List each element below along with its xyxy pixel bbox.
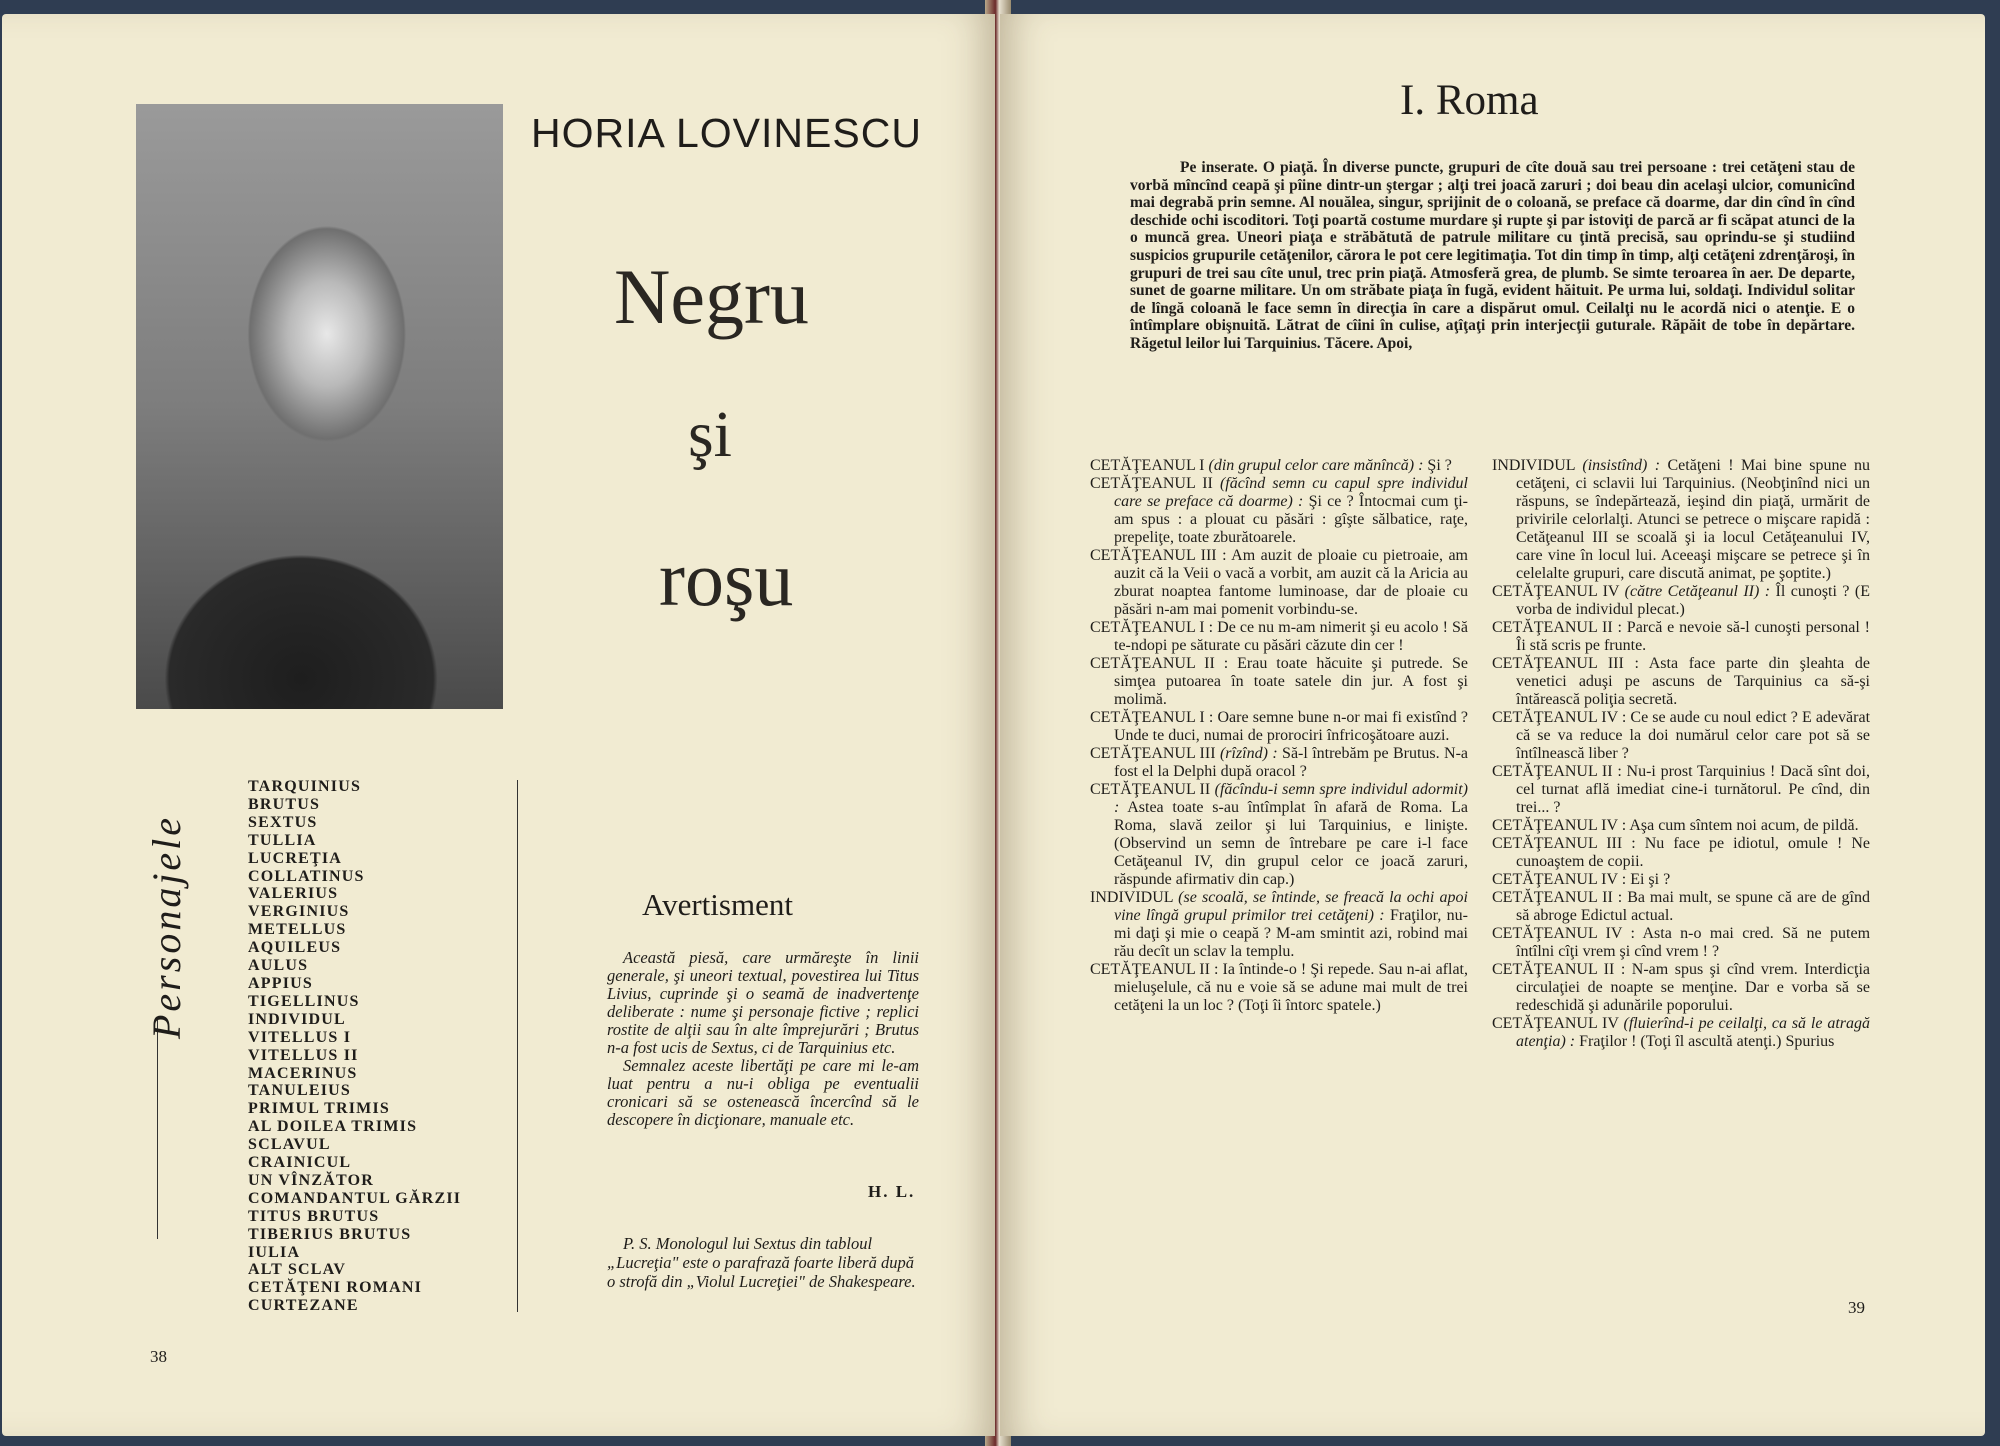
dialogue-column-2 [1492, 457, 1870, 1051]
page-number-left: 38 [150, 1347, 167, 1366]
dialogue-text: Şi ce ? Întocmai cum ţi-am spus : a plouat cu păsări : gîşte sălbatice, raţe, prepeliţe, toate zburătoarele. [1114, 493, 1469, 546]
dialogue-text: N-am spus şi cînd vrem. Interdicţia circulaţiei de noapte se menţine. Dar e vorba să se redeschidă şi adunările poporului. [1516, 961, 1871, 1014]
page-number-right: 39 [1848, 1298, 1865, 1317]
dialogue-line [1090, 889, 1468, 961]
dialogue-line [1492, 835, 1870, 871]
dialogue-line [1492, 889, 1870, 925]
dialogue-line [1492, 655, 1870, 709]
warning-paragraph: Semnalez aceste libertăţi pe care mi le-am luat pentru a nu-i obliga pe eventualii cronicari să se ostenească încercînd să le descopere în dicţionare, manuale etc. [607, 1056, 919, 1129]
speaker-name: CETĂŢEANUL II [1090, 781, 1211, 798]
dialogue-line [1492, 583, 1870, 619]
speaker-name: CETĂŢEANUL II : [1090, 655, 1229, 672]
stage-directions [1130, 159, 1855, 353]
dialogue-line [1492, 619, 1870, 655]
speaker-name: CETĂŢEANUL IV : [1492, 817, 1627, 834]
speaker-name: CETĂŢEANUL III : [1492, 655, 1639, 672]
cast-member: AQUILEUS [248, 939, 342, 957]
dialogue-text: Cetăţeni ! Mai bine spune nu cetăţeni, ci sclavii lui Tarquinius. (Neobţinînd nici un răspuns, se îndepărtează, ieşind din piaţă, urmărit de privirile celorlalţi. Atunci se petrece o mişcare rapidă : Cetăţeanul III se scoală şi ia locul Cetăţeanului IV, care vine în locul lui. Aceeaşi mişcare se petrece şi în celelalte grupuri, care discută animat, pe şoptite.) [1516, 457, 1871, 582]
stage-directions-text: Pe inserate. O piaţă. În diverse puncte, grupuri de cîte două sau trei persoane : trei cetăţeni stau de vorbă mîncînd ceapă şi pîine dintr-un ştergar ; alţi trei joacă zaruri ; doi beau din acelaşi ulcior, comunicînd mai degrabă prin semne. Al nouălea, singur, sprijinit de o coloană, se preface că doarme, dar din cînd în cînd deschide ochi iscoditori. Toţi poartă costume murdare şi rupte şi par istoviţi de parcă ar fi scăpat atunci de la o muncă grea. Uneori piaţa e străbătută de patrule militare cu ţintă precisă, sau oprindu-se şi studiind suspicios grupurile cetăţenilor, cărora le pot cere legitimaţia. Tot din timp în timp, alţi cetăţeni zdrenţăroşi, în grupuri de trei sau cîte unul, trec prin piaţă. Atmosferă grea, de plumb. Se simte teroarea în aer. De departe, sunet de goarne militare. Un om străbate piaţa în fugă, evident hăituit. Pe urma lui, soldaţi. Individul solitar de lîngă coloană le face semn în direcţia în care a dispărut omul. Ceilalţi nu le acordă nici o atenţie. E o întîmplare obişnuită. Lătrat de cîini în culise, aţîţaţi prin interjecţii guturale. Răpăit de tobe în depărtare. Răgetul leilor lui Tarquinius. Tăcere. Apoi, [1130, 159, 1855, 352]
title-line-1: Negru [614, 253, 809, 340]
speaker-name: CETĂŢEANUL II : [1492, 763, 1622, 780]
dialogue-text: Nu-i prost Tarquinius ! Dacă sînt doi, cel turnat află imediat cine-i turnătorul. Pe cînd, din trei... ? [1516, 763, 1870, 816]
cast-member: CETĂŢENI ROMANI [248, 1279, 423, 1297]
cast-member: CRAINICUL [248, 1154, 352, 1172]
cast-list [248, 778, 461, 1315]
dialogue-text: Îl cunoşti ? (E vorba de individul plecat.) [1516, 583, 1871, 618]
dialogue-text: Nu face pe idiotul, omule ! Ne cunoaştem de copii. [1516, 835, 1871, 870]
cast-heading: Personajele [144, 814, 189, 1039]
title-line-2: şi [688, 398, 733, 471]
author-portrait [136, 104, 503, 709]
speaker-name: CETĂŢEANUL II : [1492, 889, 1623, 906]
postscript: P. S. Monologul lui Sextus din tabloul „Lucreţia" este o parafrază foarte liberă după o strofă din „Violul Lucreţiei" de Shakespeare. [607, 1234, 916, 1291]
cast-member: VITELLUS I [248, 1028, 352, 1046]
speaker-name: CETĂŢEANUL IV : [1492, 709, 1627, 726]
stage-direction: (din grupul celor care mănîncă) : [1208, 457, 1424, 474]
dialogue-text: Fraţilor, nu-mi daţi şi mie o ceapă ? M-am smintit azi, robind mai rău decît un sclav la templu. [1114, 907, 1468, 960]
cast-member: TARQUINIUS [248, 778, 362, 795]
dialogue-line [1090, 781, 1468, 889]
left-page [2, 14, 995, 1436]
dialogue-line [1492, 817, 1870, 835]
cast-member: TITUS BRUTUS [248, 1207, 380, 1225]
stage-direction: (se scoală, se întinde, se freacă la ochi apoi vine lîngă grupul primilor trei cetăţeni) : [1114, 889, 1468, 924]
scene-heading: I. Roma [1400, 77, 1539, 124]
cast-rule-right [517, 780, 518, 1312]
cast-rule-left [157, 1019, 158, 1239]
dialogue-line [1090, 619, 1468, 655]
cast-member: TULLIA [248, 831, 317, 849]
cast-member: SEXTUS [248, 813, 318, 831]
cast-member: ALT SCLAV [248, 1261, 347, 1279]
right-page [1000, 14, 1985, 1436]
speaker-name: CETĂŢEANUL IV : [1492, 925, 1635, 942]
cast-member: AL DOILEA TRIMIS [248, 1118, 418, 1136]
cast-member: MACERINUS [248, 1064, 358, 1082]
speaker-name: CETĂŢEANUL IV [1492, 1015, 1619, 1032]
dialogue-text: Ba mai mult, se spune că are de gînd să abroge Edictul actual. [1516, 889, 1871, 924]
dialogue-text: Astea toate s-au întîmplat în afară de Roma. La Roma, slavă zeilor şi lui Tarquinius, e linişte. (Observind un semn de întrebare pe care i-l face Cetăţeanul IV, din grupul celor ce joacă zaruri, răspunde afirmativ din cap.) [1114, 799, 1468, 888]
dialogue-line [1090, 709, 1468, 745]
dialogue-text: Erau toate hăcuite şi putrede. Se simţea putoarea în toate satele din jur. A fost şi molimă. [1114, 655, 1469, 708]
dialogue-line [1090, 547, 1468, 619]
warning-text [607, 949, 919, 1129]
speaker-name: CETĂŢEANUL III : [1492, 835, 1636, 852]
stage-direction: (rîzînd) : [1219, 745, 1278, 762]
speaker-name: CETĂŢEANUL II [1090, 475, 1213, 492]
stage-direction: (fluierînd-i pe ceilalţi, ca să le atragă atenţia) : [1516, 1015, 1870, 1050]
warning-title: Avertisment [642, 887, 793, 922]
cast-member: COMANDANTUL GĂRZII [248, 1189, 462, 1207]
speaker-name: INDIVIDUL [1492, 457, 1575, 474]
cast-member: INDIVIDUL [248, 1010, 346, 1028]
cast-member: VALERIUS [248, 885, 339, 903]
speaker-name: CETĂŢEANUL IV : [1492, 871, 1627, 888]
cast-member: SCLAVUL [248, 1136, 331, 1154]
speaker-name: CETĂŢEANUL III [1090, 745, 1216, 762]
cast-member: LUCREŢIA [248, 849, 343, 867]
title-line-3: roşu [659, 535, 794, 622]
dialogue-text: De ce nu m-am nimerit şi eu acolo ! Să te-ndopi pe săturate cu păsări căzute din cer ! [1114, 619, 1469, 654]
cast-member: PRIMUL TRIMIS [248, 1100, 390, 1118]
dialogue-line [1090, 475, 1468, 547]
cast-member: TIGELLINUS [248, 992, 360, 1010]
dialogue-text: Aşa cum sîntem noi acum, de pildă. [1626, 817, 1859, 834]
dialogue-column-1 [1090, 457, 1468, 1015]
cast-member: METELLUS [248, 921, 347, 939]
author-name: HORIA LOVINESCU [531, 110, 922, 156]
dialogue-text: Asta n-o mai cred. Să ne putem întîlni cîţi vrem şi cînd vrem ! ? [1516, 925, 1871, 960]
speaker-name: CETĂŢEANUL II : [1492, 961, 1626, 978]
speaker-name: CETĂŢEANUL II : [1492, 619, 1622, 636]
dialogue-line [1492, 961, 1870, 1015]
stage-direction: (insistînd) : [1582, 457, 1661, 474]
stage-direction: (către Cetăţeanul II) : [1624, 583, 1771, 600]
stage-direction: (făcîndu-i semn spre individul adormit) : [1114, 781, 1468, 816]
cast-member: UN VÎNZĂTOR [248, 1171, 374, 1189]
dialogue-text: Oare semne bune n-or mai fi existînd ? Unde te duci, numai de prorociri înfricoşătoare auzi. [1114, 709, 1469, 744]
cast-member: APPIUS [248, 974, 313, 992]
speaker-name: CETĂŢEANUL II : [1090, 961, 1219, 978]
speaker-name: CETĂŢEANUL III : [1090, 547, 1227, 564]
cast-member: VERGINIUS [248, 903, 350, 921]
cast-member: TIBERIUS BRUTUS [248, 1225, 412, 1243]
dialogue-text: Să-l întrebăm pe Brutus. N-a fost el la Delphi după oracol ? [1114, 745, 1468, 780]
dialogue-text: Ei şi ? [1626, 871, 1671, 888]
cast-member: VITELLUS II [248, 1046, 359, 1064]
dialogue-text: Am auzit de ploaie cu pietroaie, am auzit că la Veii o vacă a vorbit, am auzit că la Aricia au zburat noaptea fantome luminoase, dar de ploaie cu păsări n-am mai pomenit vorbindu-se. [1114, 547, 1469, 618]
dialogue-line [1090, 655, 1468, 709]
cast-member: TANULEIUS [248, 1082, 351, 1100]
dialogue-line [1090, 745, 1468, 781]
dialogue-line [1090, 457, 1468, 475]
dialogue-text: Şi ? [1423, 457, 1452, 474]
speaker-name: INDIVIDUL [1090, 889, 1173, 906]
warning-paragraph: Această piesă, care urmăreşte în linii generale, şi uneori textual, povestirea lui Titus Livius, cuprinde şi o seamă de inadvertenţe deliberate : nume şi personaje fictive ; replici rostite de alţii sau în alte împrejurări ; Brutus n-a fost ucis de Sextus, ci de Tarquinius etc. [607, 948, 919, 1057]
dialogue-line [1492, 871, 1870, 889]
dialogue-line [1492, 763, 1870, 817]
stage-direction: (făcînd semn cu capul spre individul care se preface că doarme) : [1114, 475, 1468, 510]
dialogue-line [1090, 961, 1468, 1015]
dialogue-text: Ce se aude cu noul edict ? E adevărat că se va reduce la doi numărul celor care pot să se întîlnească liber ? [1516, 709, 1871, 762]
dialogue-line [1492, 709, 1870, 763]
speaker-name: CETĂŢEANUL I : [1090, 619, 1214, 636]
dialogue-text: Fraţilor ! (Toţi îl ascultă atenţi.) Spurius [1575, 1033, 1835, 1050]
cast-member: COLLATINUS [248, 867, 365, 885]
cast-member: AULUS [248, 957, 309, 975]
cast-member: CURTEZANE [248, 1297, 359, 1315]
dialogue-line [1492, 457, 1870, 583]
signature: H. L. [868, 1182, 916, 1201]
dialogue-text: Asta face parte din şleahta de venetici aduşi pe ascuns de Tarquinius ca să-şi întărească poliţia secretă. [1516, 655, 1870, 708]
dialogue-line [1492, 925, 1870, 961]
dialogue-text: Ia întinde-o ! Şi repede. Sau n-ai aflat, mieluşelule, că nu e voie să se adune mai mult de trei cetăţeni la un loc ? (Toţi îi întorc spatele.) [1114, 961, 1468, 1014]
dialogue-text: Parcă e nevoie să-l cunoşti personal ! Îi stă scris pe frunte. [1516, 619, 1870, 654]
cast-member: IULIA [248, 1243, 301, 1261]
speaker-name: CETĂŢEANUL I [1090, 457, 1205, 474]
cast-member: BRUTUS [248, 795, 321, 813]
speaker-name: CETĂŢEANUL I : [1090, 709, 1214, 726]
speaker-name: CETĂŢEANUL IV [1492, 583, 1620, 600]
dialogue-line [1492, 1015, 1870, 1051]
